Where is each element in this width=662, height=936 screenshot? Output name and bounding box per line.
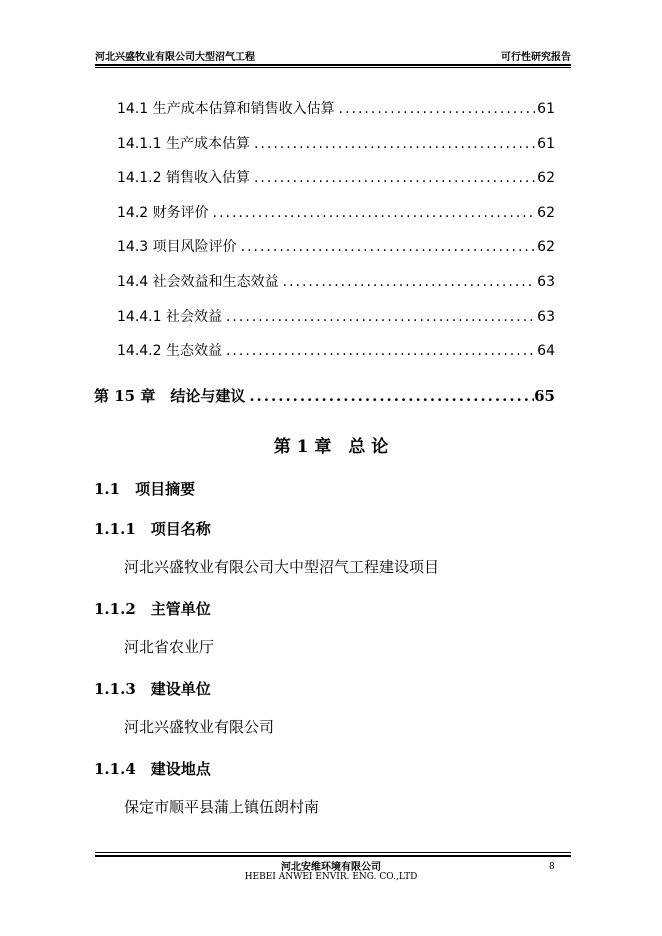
toc-entry-page: 63	[537, 274, 555, 290]
toc-leader-dots	[226, 309, 535, 325]
header-divider	[95, 64, 571, 66]
paragraph: 河北兴盛牧业有限公司	[124, 718, 275, 736]
paragraph: 河北省农业厅	[124, 638, 215, 656]
footer-divider	[95, 855, 571, 857]
toc-entry-title: 14.4 社会效益和生态效益	[117, 274, 279, 290]
header-project-title: 河北兴盛牧业有限公司大型沼气工程	[95, 52, 255, 63]
section-heading: 1.1 项目摘要	[94, 480, 196, 498]
chapter-title: 第 1 章 总 论	[273, 437, 389, 457]
toc-chapter-page: 65	[534, 387, 555, 405]
toc-entry-page: 61	[537, 136, 555, 152]
toc-entry[interactable]	[117, 167, 555, 191]
toc-entry[interactable]	[117, 306, 555, 330]
toc-chapter-title: 第 15 章 结论与建议	[94, 387, 246, 405]
toc-leader-dots	[241, 239, 536, 255]
toc-leader-dots	[249, 387, 534, 405]
subsection-heading: 1.1.4 建设地点	[94, 760, 211, 778]
toc-entry-page: 63	[537, 309, 555, 325]
toc-entry-page: 62	[537, 205, 555, 221]
footer-company-name: 河北安维环境有限公司	[281, 862, 381, 873]
toc-entry-page: 64	[537, 343, 555, 359]
header-report-type: 可行性研究报告	[501, 52, 571, 63]
toc-entry-page: 62	[537, 170, 555, 186]
footer-company-english: HEBEI ANWEI ENVIR. ENG. CO.,LTD	[244, 872, 418, 882]
toc-entry-title: 14.2 财务评价	[117, 205, 209, 221]
toc-entry-title: 14.1.2 销售收入估算	[117, 170, 250, 186]
toc-entry[interactable]	[117, 133, 555, 157]
toc-entry-title: 14.4.1 社会效益	[117, 309, 222, 325]
page-number: 8	[549, 862, 555, 872]
toc-entry[interactable]	[117, 202, 555, 226]
page-header	[95, 46, 571, 64]
toc-entry-title: 14.1.1 生产成本估算	[117, 136, 250, 152]
paragraph: 河北兴盛牧业有限公司大中型沼气工程建设项目	[124, 558, 440, 576]
header-divider-thin	[95, 67, 571, 68]
toc-entry-page: 62	[537, 239, 555, 255]
toc-entry[interactable]	[117, 98, 555, 122]
subsection-heading: 1.1.3 建设单位	[94, 680, 211, 698]
toc-leader-dots	[213, 205, 536, 221]
toc-entry[interactable]	[117, 236, 555, 260]
toc-leader-dots	[254, 136, 535, 152]
toc-leader-dots	[283, 274, 536, 290]
toc-leader-dots	[254, 170, 535, 186]
subsection-heading: 1.1.1 项目名称	[94, 520, 211, 538]
toc-entry-title: 14.1 生产成本估算和销售收入估算	[117, 101, 335, 117]
paragraph: 保定市顺平县蒲上镇伍朗村南	[124, 798, 320, 816]
toc-entry-title: 14.4.2 生态效益	[117, 343, 222, 359]
toc-entry-page: 61	[537, 101, 555, 117]
toc-entry[interactable]	[117, 340, 555, 364]
footer-divider-thin	[95, 852, 571, 853]
toc-leader-dots	[226, 343, 535, 359]
toc-leader-dots	[339, 101, 536, 117]
toc-entry[interactable]	[117, 271, 555, 295]
toc-chapter-entry[interactable]	[94, 385, 555, 409]
toc-entry-title: 14.3 项目风险评价	[117, 239, 237, 255]
subsection-heading: 1.1.2 主管单位	[94, 600, 211, 618]
